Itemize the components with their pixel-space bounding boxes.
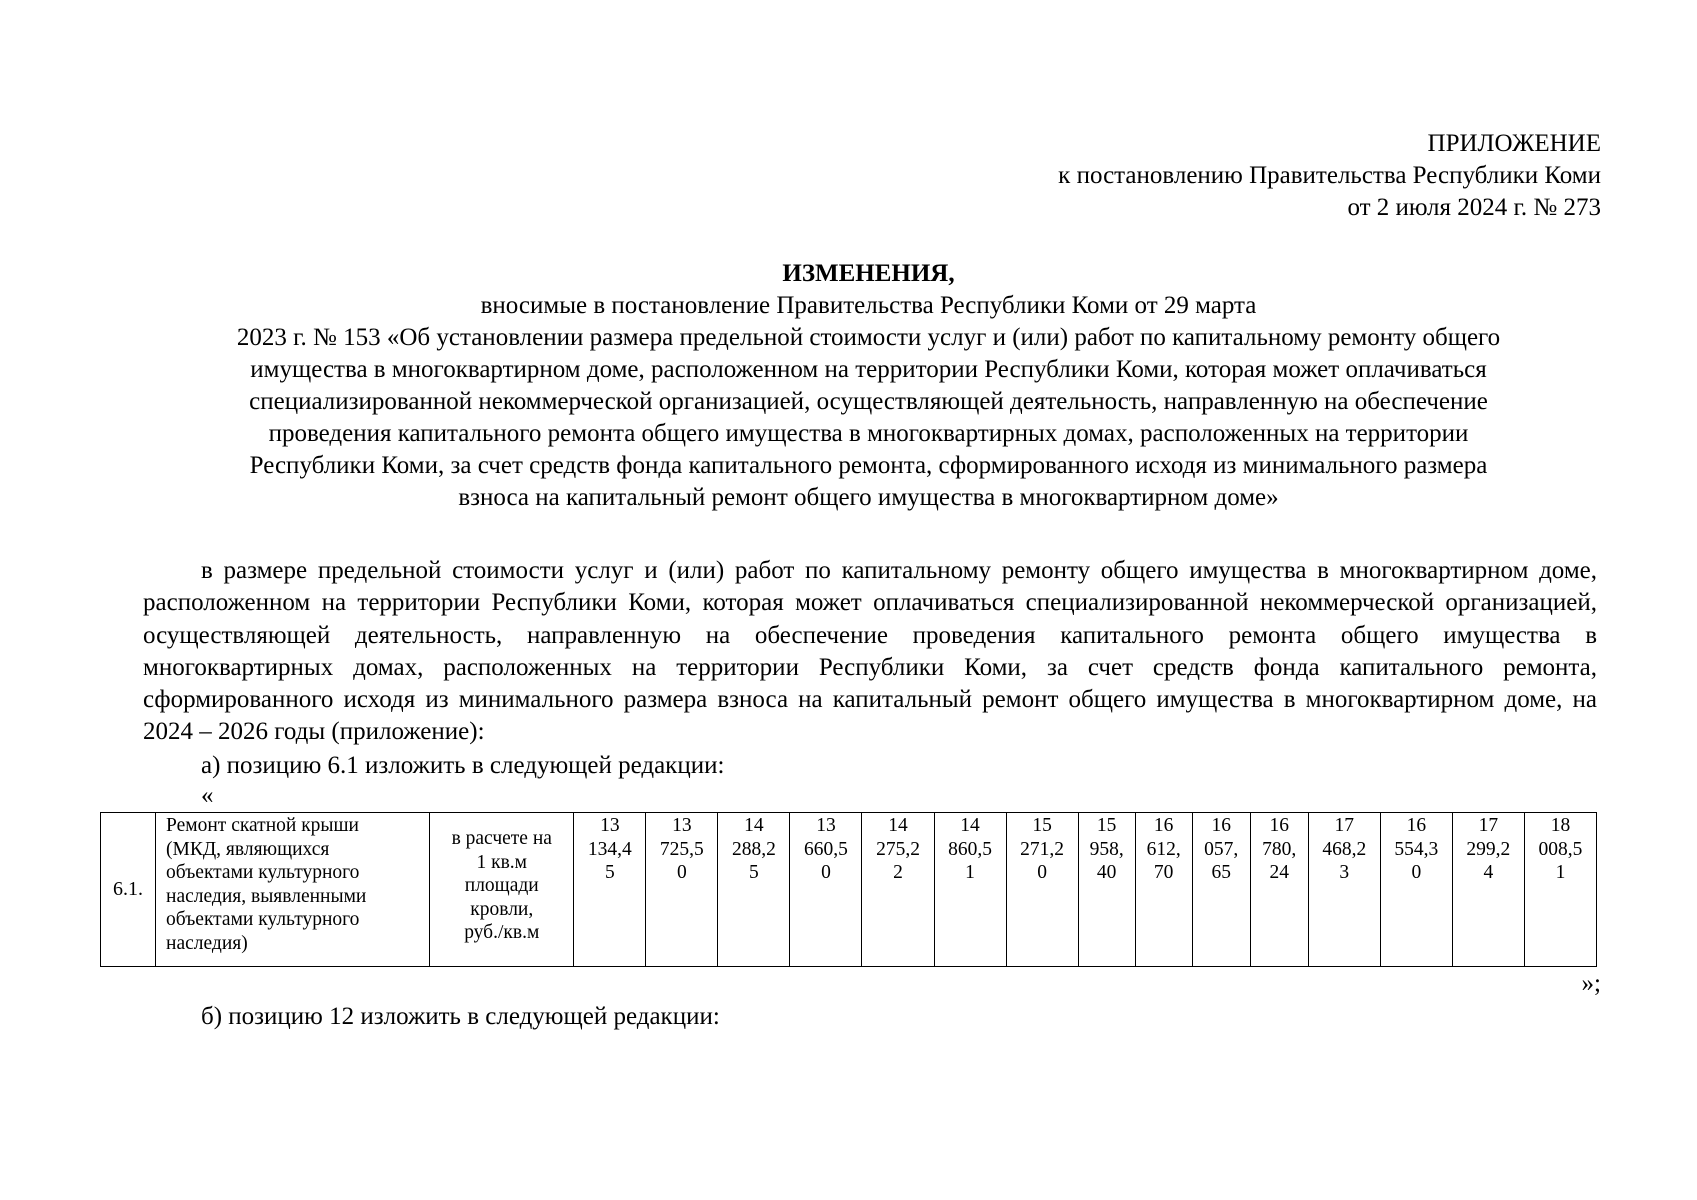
- value-part: 65: [1211, 862, 1231, 883]
- value-part: 134,4: [587, 838, 632, 860]
- position-name-line: объектами культурного: [166, 909, 360, 930]
- value-part: 13: [600, 815, 620, 836]
- value-cell-8: [1078, 813, 1135, 967]
- value-part: 0: [1037, 862, 1047, 883]
- value-part: 40: [1096, 862, 1117, 883]
- appendix-header: [1058, 128, 1601, 224]
- value-part: 16: [1269, 815, 1289, 836]
- value-part: 24: [1269, 862, 1289, 883]
- value-part: 0: [1411, 862, 1422, 883]
- value-part: 660,5: [804, 838, 848, 860]
- position-name: [156, 813, 430, 967]
- heading-line-2: 2023 г. № 153 «Об установлении размера предельной стоимости услуг и (или) работ по капитальному ремонту общего: [236, 324, 1501, 351]
- quote-open: «: [201, 782, 214, 809]
- value-part: 17: [1478, 815, 1499, 836]
- value-part: 16: [1153, 815, 1174, 836]
- heading-line-3: имущества в многоквартирном доме, расположенном на территории Республики Коми, которая может оплачиваться: [250, 356, 1487, 383]
- value-part: 288,2: [731, 838, 776, 860]
- position-name-line: (МКД, являющихся: [166, 838, 330, 860]
- value-part: 780,: [1262, 838, 1297, 860]
- position-unit: [430, 813, 574, 967]
- value-cell-6: [934, 813, 1006, 967]
- value-part: 18: [1550, 815, 1571, 836]
- value-part: 468,2: [1322, 838, 1367, 860]
- value-part: 0: [821, 862, 831, 883]
- heading-line-6: Республики Коми, за счет средств фонда капитального ремонта, сформированного исходя из минимального размера: [249, 452, 1488, 479]
- position-table: [100, 812, 1597, 967]
- position-number: 6.1.: [101, 813, 156, 967]
- item-b-text: б) позицию 12 изложить в следующей редакции:: [201, 1003, 720, 1030]
- value-cell-10: [1192, 813, 1250, 967]
- heading-line-5: проведения капитального ремонта общего имущества в многоквартирных домах, расположенных на территории: [268, 420, 1469, 447]
- value-part: 271,2: [1020, 838, 1065, 860]
- value-cell-15: [1524, 813, 1596, 967]
- value-cell-12: [1308, 813, 1380, 967]
- value-part: 13: [816, 815, 836, 836]
- position-name-line: Ремонт скатной крыши: [166, 815, 359, 836]
- unit-line: руб./кв.м: [464, 922, 540, 943]
- value-part: 14: [960, 815, 980, 836]
- value-cell-2: [646, 813, 718, 967]
- value-part: 275,2: [876, 838, 920, 860]
- value-cell-4: [790, 813, 862, 967]
- value-part: 1: [1555, 862, 1566, 883]
- appendix-reference: к постановлению Правительства Республики Коми: [1058, 162, 1601, 189]
- appendix-label: ПРИЛОЖЕНИЕ: [1427, 130, 1601, 157]
- value-cell-14: [1452, 813, 1524, 967]
- value-part: 17: [1334, 815, 1355, 836]
- value-part: 14: [888, 815, 908, 836]
- heading-line-7: взноса на капитальный ремонт общего имущества в многоквартирном доме»: [458, 484, 1279, 511]
- heading-line-1: вносимые в постановление Правительства Республики Коми от 29 марта: [480, 292, 1257, 319]
- position-name-line: наследия): [166, 932, 248, 954]
- position-name-line: наследия, выявленными: [166, 885, 367, 907]
- value-part: 5: [604, 862, 615, 883]
- value-part: 0: [676, 862, 687, 883]
- value-cell-11: [1250, 813, 1308, 967]
- unit-line: кровли,: [470, 898, 534, 920]
- value-part: 554,3: [1394, 838, 1439, 860]
- unit-line: 1 кв.м: [476, 851, 528, 873]
- value-cell-5: [862, 813, 934, 967]
- value-part: 860,5: [948, 838, 992, 860]
- value-cell-9: [1135, 813, 1192, 967]
- value-part: 4: [1483, 862, 1494, 883]
- value-part: 299,2: [1466, 838, 1511, 860]
- value-cell-13: [1380, 813, 1452, 967]
- item-a-text: а) позицию 6.1 изложить в следующей редакции:: [201, 752, 725, 779]
- value-part: 15: [1096, 815, 1117, 836]
- document-title-block: [140, 258, 1597, 514]
- value-part: 70: [1153, 862, 1174, 883]
- value-part: 5: [749, 862, 759, 883]
- value-part: 958,: [1089, 838, 1124, 860]
- value-part: 2: [893, 862, 903, 883]
- table-row: [101, 813, 1597, 967]
- appendix-date: от 2 июля 2024 г. № 273: [1347, 194, 1601, 221]
- value-part: 15: [1032, 815, 1052, 836]
- value-part: 16: [1406, 815, 1427, 836]
- value-part: 16: [1211, 815, 1231, 836]
- value-cell-1: [574, 813, 646, 967]
- value-part: 725,5: [659, 838, 704, 860]
- body-paragraph: в размере предельной стоимости услуг и (или) работ по капитальному ремонту общего имущества в многоквартирном доме, расположенном на территории Республики Коми, которая может оплачиваться специализированной некоммерческой организацией, осуществляющей деятельность, направленную на обеспечение проведения капитального ремонта общего имущества в многоквартирных домах, расположенных на территории Республики Коми, за счет средств фонда капитального ремонта, сформированного исходя из минимального размера взноса на капитальный ремонт общего имущества в многоквартирном доме, на 2024 – 2026 годы (приложение):: [143, 557, 1597, 746]
- quote-close: »;: [1581, 970, 1601, 997]
- value-part: 057,: [1204, 838, 1239, 860]
- value-part: 14: [744, 815, 764, 836]
- value-part: 008,5: [1538, 838, 1583, 860]
- position-name-line: объектами культурного: [166, 862, 360, 883]
- document-heading: ИЗМЕНЕНИЯ,: [782, 260, 955, 287]
- unit-line: в расчете на: [451, 828, 552, 849]
- value-cell-3: [718, 813, 790, 967]
- heading-line-4: специализированной некоммерческой организацией, осуществляющей деятельность, направленную на обеспечение: [249, 388, 1488, 415]
- unit-line: площади: [464, 875, 539, 896]
- value-part: 1: [965, 862, 975, 883]
- value-part: 612,: [1146, 838, 1181, 860]
- value-part: 3: [1339, 862, 1350, 883]
- value-part: 13: [672, 815, 692, 836]
- value-cell-7: [1006, 813, 1078, 967]
